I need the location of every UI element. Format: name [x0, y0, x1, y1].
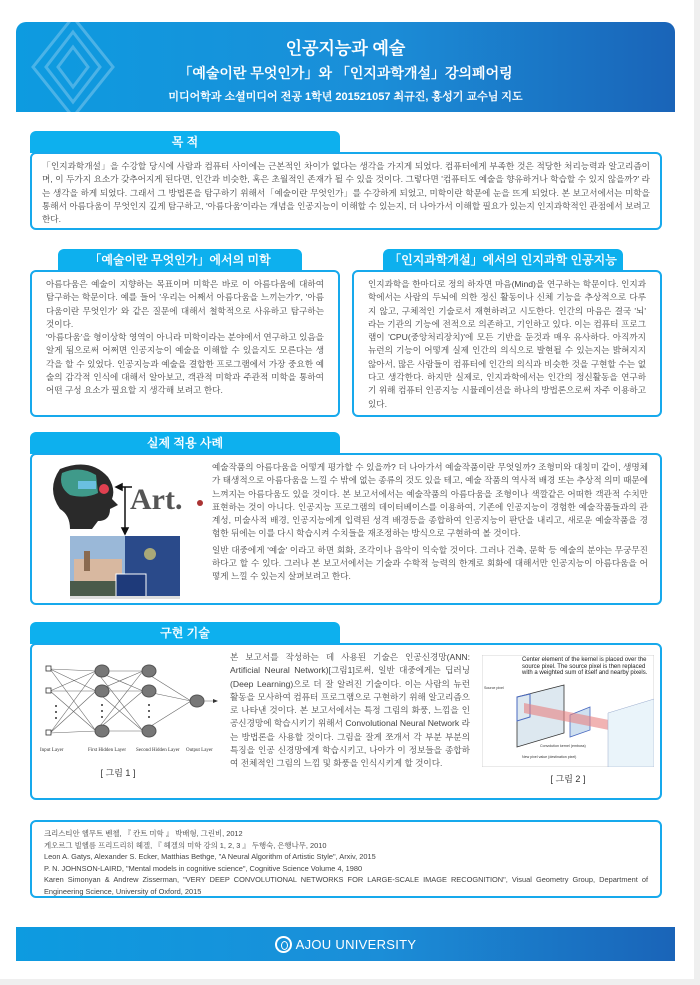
section-aesthetics	[30, 270, 340, 417]
poster-title: 인공지능과 예술	[285, 39, 406, 58]
input-nodes	[46, 666, 51, 735]
section-purpose	[30, 152, 662, 230]
art-logo-text: Art.	[130, 483, 183, 516]
tart-illustration	[40, 459, 205, 599]
layer-label: Output Layer	[186, 748, 213, 753]
university-emblem-watermark	[28, 22, 118, 112]
output-arrow-icon	[213, 699, 218, 703]
neural-network-diagram	[36, 651, 230, 763]
ellipsis-dots	[55, 704, 150, 719]
head-silhouette-image	[53, 465, 118, 530]
purpose-text: 「인지과학개설」을 수강할 당시에 사람과 컴퓨터 사이에는 근본적인 차이가 없다는 생각을 가지게 되었다. 컴퓨터에게 부족한 것은 적당한 처리능력과 알고리즘이며, 이 두가지 요소가 갖추어지게 된다면, 인간과 비슷한, 혹은 초월적인 존재가 될 수 있을 것이다. 그렇다면 '컴퓨터도 예술을 향유하거나 학습할 수 있지 않을까?' 라는 생각을 하게 되었다. 그래서 그 방법론을 탐구하기 위해서「예술이란 무엇인가」를 수강하게 되었고, 미학이란 학문에 눈을 뜨게 되었다. 본 보고서에서는 미학을 통해서 아름다움이 무엇인지 깊게 탐구하고, '아름다움'이라는 개념을 인공지능이 이해할 수 있는지, 더 나아가서 이해할 필요가 있는지 인지과학적인 관점에서 보려고 한다.	[42, 161, 650, 225]
style-transfer-image	[70, 536, 180, 599]
section-tab-purpose: 목 적	[30, 131, 340, 153]
label-source-pixel: Source pixel	[484, 686, 504, 690]
references-box	[30, 820, 662, 898]
page-edge-bottom	[0, 979, 700, 985]
application-paragraph: 예술작품의 아름다움을 어떻게 평가할 수 있을까? 더 나아가서 예술작품이란 무엇일까? 조형미와 대칭미 같이, 생명체가 태생적으로 아름다움을 느낄 수 밖에 없는 종류의 것도 있을 테고, 예술 작품의 역사적 배경 또는 추상적 의미 때문에 느껴지는 아름다움도 있을 것이다. 본 보고서에서는 예술작품의 아름다움을 조형이나 색깔같은 어떠한 객관적 수치만 표현하는 것이 아니다. 인공지능 프로그램의 데이터베이스를 이용하여, 기존에 인공지능이 경험한 예술작품들과의 관계성, 미술사적 배경, 인공지능에게 입력된 성격 배경등을 종합하여 인공지능이 판단을 내리고, 새로운 예술작품을 경험한 뒤에는 이를 다시 학습시켜 수치들을 재조정하는 방식으로 구현하여 볼 것이다.	[212, 462, 648, 539]
section-tab-technology: 구현 기술	[30, 622, 340, 644]
section-technology	[30, 643, 662, 800]
section-tab-application: 실제 적용 사례	[30, 432, 340, 454]
label-kernel: Convolution kernel (emboss)	[540, 744, 586, 748]
figure-2-caption: [ 그림 2 ]	[550, 774, 586, 784]
aesthetics-paragraph: 아름다움은 예술이 지향하는 목표이며 미학은 바로 이 아름다움에 대하여 탐구하는 학문이다. 예를 들어 '우리는 어째서 아름다움을 느끼는가?', '아름다움이란 무엇인가' 와 같은 질문에 대해서 철학적으로 사유하고 탐구하는 것이다.	[46, 279, 324, 329]
figure-2	[482, 655, 654, 786]
reference-item: P. N. JOHNSON-LAIRD, "Mental models in cognitive science", Cognitive Science Volume 4, 1980	[44, 863, 363, 873]
reference-item: Karen Simonyan & Andrew Zisserman, "VERY DEEP CONVOLUTIONAL NETWORKS FOR LARGE-SCALE IMAGE RECOGNITION", Visual Geometry Group, Department of Engineering Science, University of Oxford, 2015	[44, 875, 648, 896]
aesthetics-paragraph: '아름다움'을 형이상학 영역이 아니라 미학이라는 분야에서 연구하고 있음을 알게 됨으로써 어쩌면 인공지능이 예술을 이해할 수 있을지도 모른다는 생각을 할 수 있었다. 인공지능과 예술을 결합한 프로그램에서 가장 중요한 예술의 감각적 인식에 대해서 알아보고, 객관적 미학과 주관적 미학을 통하여 어떤 구성 요소가 필요할 지 생각해 보려고 한다.	[46, 332, 324, 396]
reference-item: Leon A. Gatys, Alexander S. Ecker, Matthias Bethge, "A Neural Algorithm of Artistic Style", Arxiv, 2015	[44, 852, 376, 861]
ajou-seal-icon	[275, 936, 292, 953]
figure-2-note: Center element of the kernel is placed over the source pixel. The source pixel is then replaced with a weighted sum of itself and nearby pixels.	[522, 657, 652, 677]
layer-label: First Hidden Layer	[88, 748, 127, 753]
university-name: AJOU UNIVERSITY	[295, 936, 417, 952]
hidden-nodes	[95, 665, 204, 737]
cognitive-text: 인지과학을 한마디로 정의 하자면 마음(Mind)을 연구하는 학문이다. 인지과학에서는 사람의 두뇌에 의한 정신 활동이나 신체 기능을 추상적으로 다루지 않고, 구체적인 기술로서 재현하려고 시도한다. 인간의 마음은 결국 '뇌' 라는 기관의 기능에 전적으로 의존하고, 기인하고 있다. 이는 컴퓨터 프로그램이 'CPU(중앙처리장치)'에 모든 기반을 둔것과 매우 유사하다. 아직까지 뉴런의 기능이 어떻게 실제 인간의 의식으로 발현될 수 있는지는 밝혀지지 않아서, 많은 사람들이 컴퓨터에 인간의 의식과 비슷한 것을 구현할 수는 없다고 생각한다. 하지만 실제로, 인지과학에서는 인간의 정신활동을 연구하기 위해 컴퓨터 인공지능 시뮬레이션을 하나의 방법론으로써 자주 이용하고 있다.	[368, 279, 646, 409]
layer-label: Second Hidden Layer	[136, 748, 180, 753]
section-tab-cognitive: 「인지과학개설」에서의 인지과학 인공지능	[383, 249, 623, 271]
section-tab-aesthetics: 「예술이란 무엇인가」에서의 미학	[58, 249, 302, 271]
label-new-pixel: New pixel value (destination pixel)	[522, 755, 577, 759]
section-application	[30, 453, 662, 605]
figure-1-caption: [ 그림 1 ]	[100, 768, 136, 779]
section-cognitive	[352, 270, 662, 417]
layer-label: Input Layer	[40, 748, 64, 753]
application-paragraph: 일반 대중에게 '예술' 이라고 하면 회화, 조각이나 음악이 익숙할 것이다. 그러나 건축, 문학 등 예술의 분야는 무궁무진하다고 할 수 있다. 그러나 본 보고서에서는 기술과 수학적 능력의 한계로 회화에 대해서만 인공지능이 아름다움을 어떻게 느낄 수 있는지 살펴보려고 한다.	[212, 544, 648, 582]
logo-dot	[197, 500, 203, 506]
header-banner	[16, 22, 675, 112]
page-edge	[694, 0, 700, 985]
reference-item: 게오르그 빌헬름 프리드리히 헤겔, 『 헤겔의 미학 강의 1, 2, 3 』 두행숙, 은행나무, 2010	[44, 840, 327, 850]
poster-subtitle: 「예술이란 무엇인가」와 「인지과학개설」강의페어링	[178, 65, 513, 81]
author-line: 미디어학과 소셜미디어 전공 1학년 201521057 최규진, 홍성기 교수님 지도	[168, 91, 523, 103]
reference-item: 크리스티안 헬무트 벤첼, 『 칸트 미학 』 박배형, 그린비, 2012	[44, 829, 243, 838]
footer-banner	[16, 927, 675, 961]
figure-1	[36, 651, 230, 781]
technology-text: 본 보고서를 작성하는 데 사용된 기술은 인공신경망(ANN: Artificial Neural Network)[그림1]로써, 일반 대중에게는 딥러닝(Deep Learning)으로 더 잘 알려진 기술이다. 이는 사람의 뉴런 활동을 모사하여 컴퓨터 프로그램으로 구현하기 위해 알고리즘으로 나타낸 것이다. 본 보고서에서는 특정 그림의 화풍, 느낌을 인공신경망에 학습시키기 위해서 Convolutional Neural Network 라는 방법론을 사용할 것이다. 그림을 잘게 쪼개서 각 부분 부분의 특징을 인공 신경망에게 학습시키고, 나아가 이 정보들을 종합하여 전체적인 그림의 느낌 및 화풍을 인식시키게 할 것이다.	[230, 652, 470, 769]
